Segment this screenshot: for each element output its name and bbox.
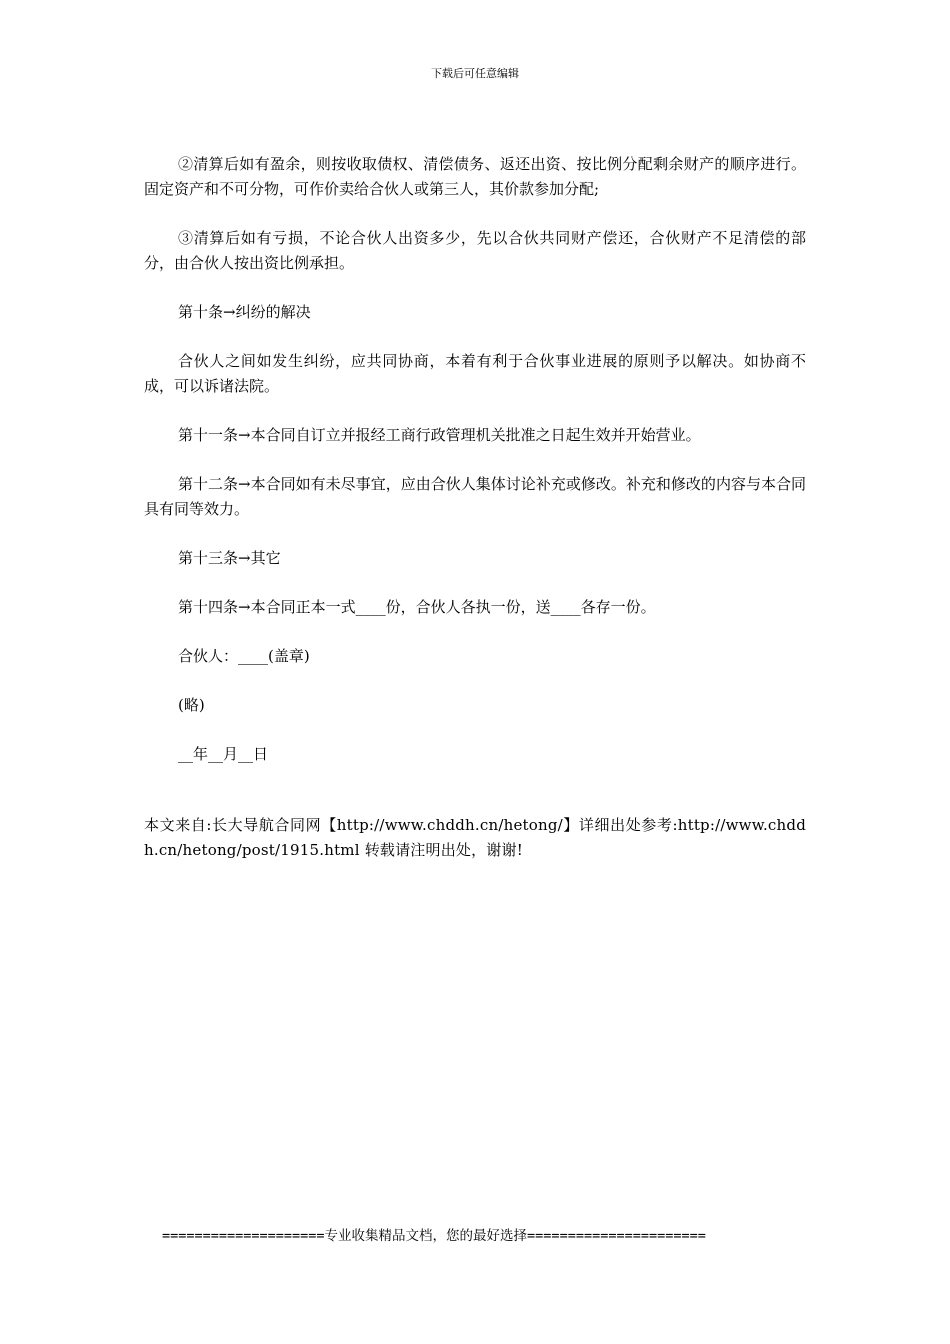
clause-paragraph: ③清算后如有亏损，不论合伙人出资多少，先以合伙共同财产偿还，合伙财产不足清偿的部分，由合伙人按出资比例承担。 bbox=[144, 229, 806, 272]
clause-paragraph: 第十四条→本合同正本一式____份，合伙人各执一份，送____各存一份。 bbox=[178, 598, 656, 616]
omitted-note: (略) bbox=[178, 696, 205, 714]
page-footer: ====================专业收集精品文档，您的最好选择====================== bbox=[162, 1228, 706, 1244]
clause-paragraph: ②清算后如有盈余，则按收取债权、清偿债务、返还出资、按比例分配剩余财产的顺序进行。固定资产和不可分物，可作价卖给合伙人或第三人，其价款参加分配; bbox=[144, 155, 806, 198]
document-body bbox=[144, 152, 806, 863]
clause-paragraph: 合伙人之间如发生纠纷，应共同协商，本着有利于合伙事业进展的原则予以解决。如协商不成，可以诉诸法院。 bbox=[144, 352, 806, 395]
date-line: __年__月__日 bbox=[178, 745, 269, 763]
clause-paragraph: 第十二条→本合同如有未尽事宜，应由合伙人集体讨论补充或修改。补充和修改的内容与本合同具有同等效力。 bbox=[144, 475, 806, 518]
clause-paragraph: 第十一条→本合同自订立并报经工商行政管理机关批准之日起生效并开始营业。 bbox=[178, 426, 701, 444]
clause-heading: 第十三条→其它 bbox=[178, 549, 281, 567]
page-header: 下载后可任意编辑 bbox=[431, 67, 519, 80]
source-citation: 本文来自:长大导航合同网【http://www.chddh.cn/hetong/】详细出处参考:http://www.chddh.cn/hetong/post/1915.html 转载请注明出处，谢谢! bbox=[144, 816, 806, 859]
clause-heading: 第十条→纠纷的解决 bbox=[178, 303, 311, 321]
signature-line: 合伙人：____(盖章) bbox=[178, 647, 310, 665]
